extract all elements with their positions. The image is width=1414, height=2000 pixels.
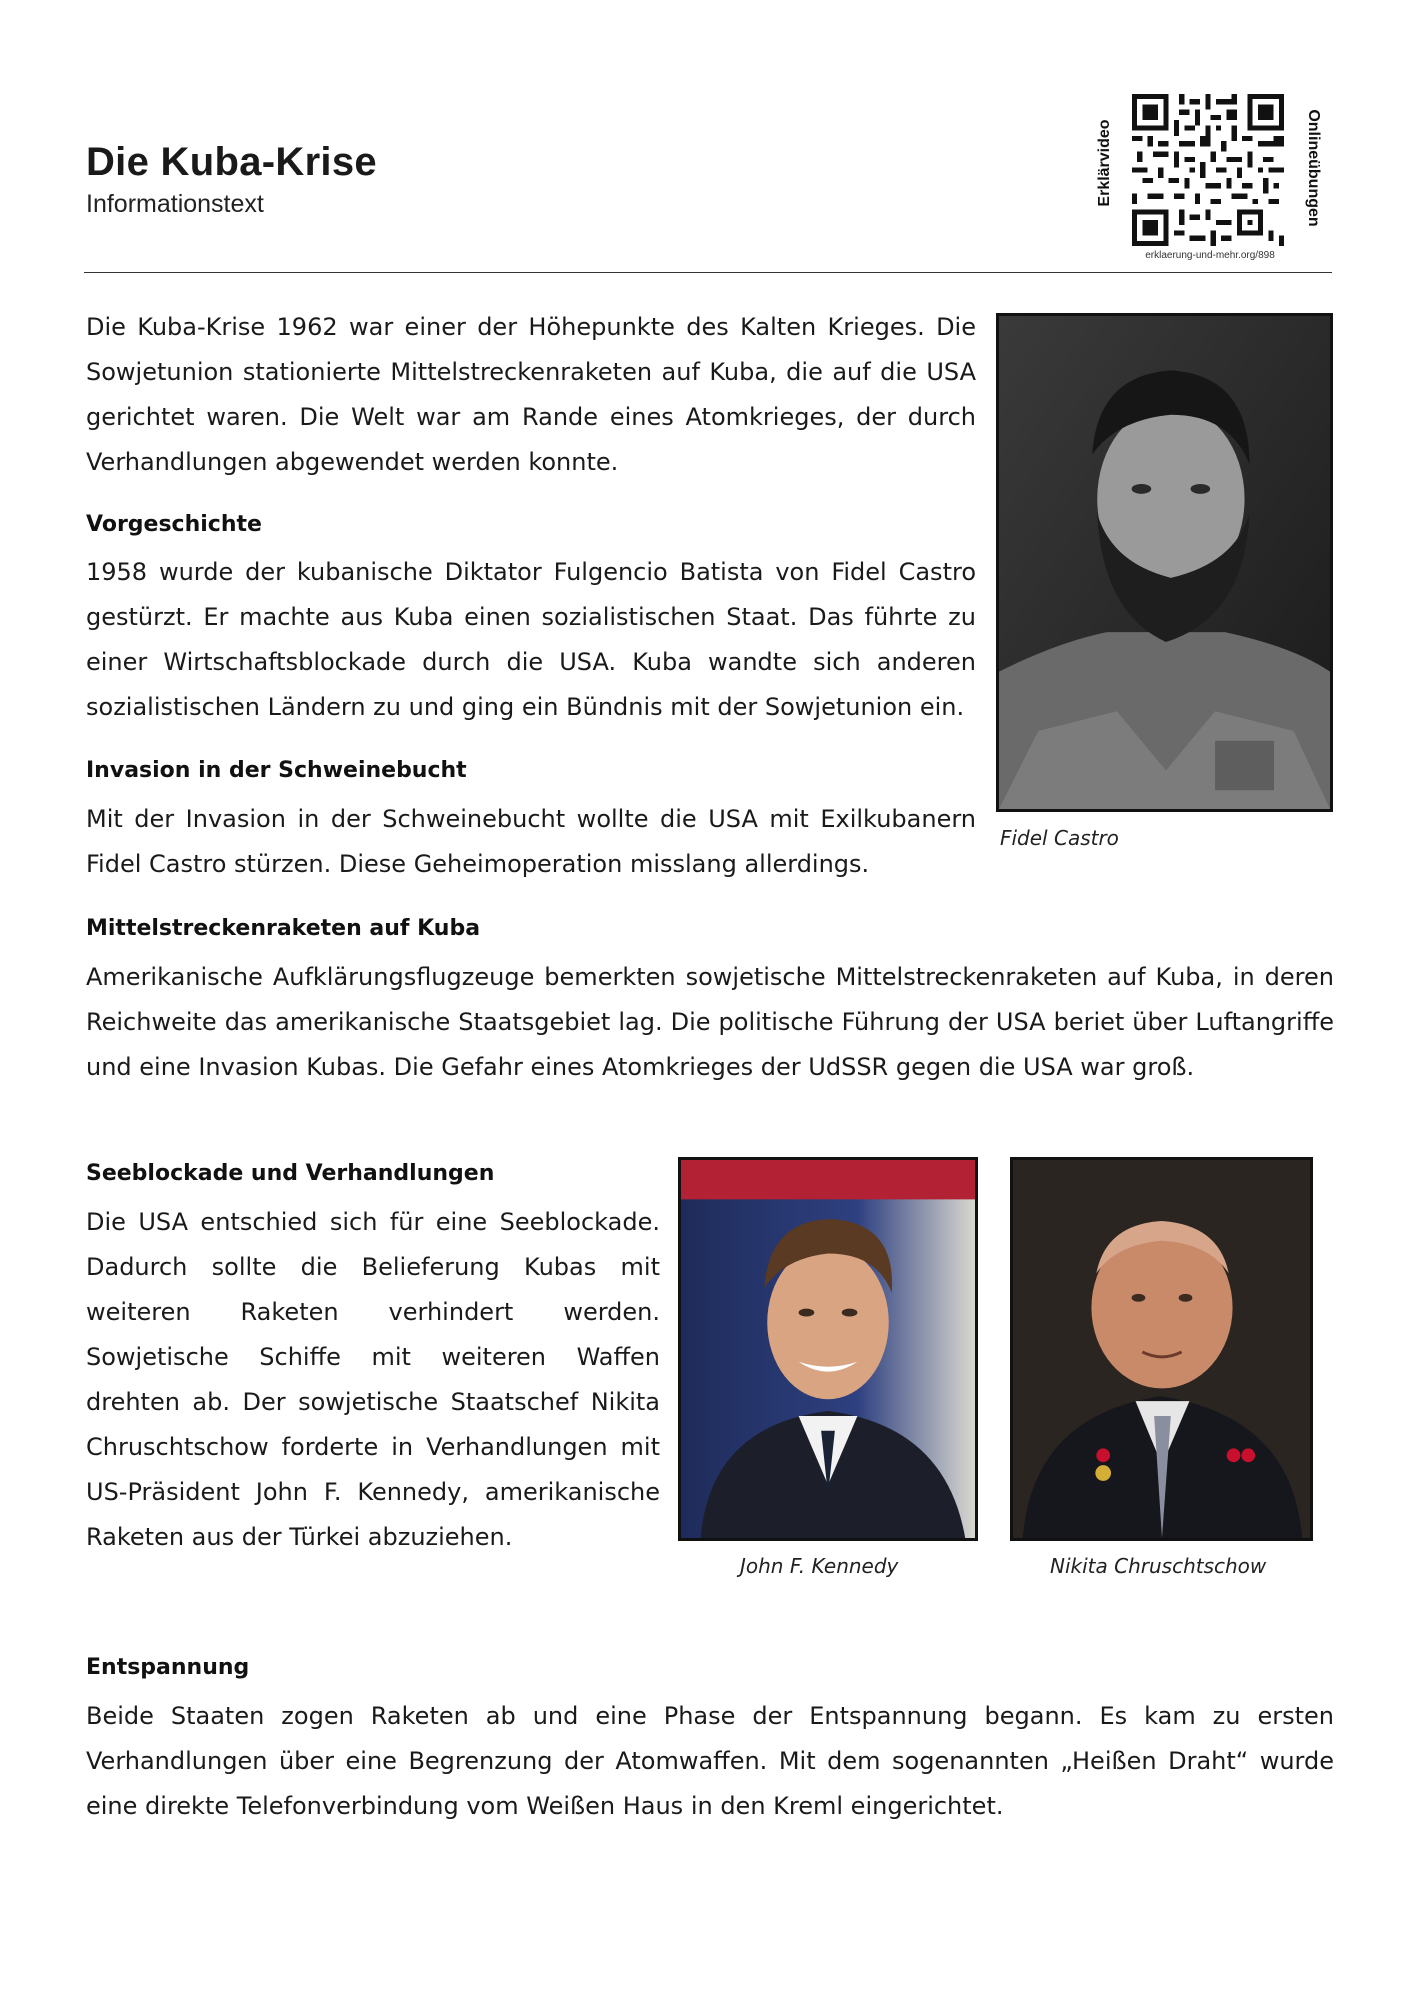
heading-seeblockade: Seeblockade und Verhandlungen [86,1161,495,1186]
qr-code-icon[interactable] [1132,94,1284,246]
qr-label-video-text: Erklärvideo [1096,119,1113,207]
heading-entspannung: Entspannung [86,1655,250,1680]
caption-fidel-castro: Fidel Castro [1000,826,1119,850]
header-divider [84,272,1332,273]
caption-john-f-kennedy: John F. Kennedy [740,1554,899,1578]
qr-url[interactable]: erklaerung-und-mehr.org/898 [1145,250,1275,261]
photo-john-f-kennedy [678,1157,978,1541]
paragraph-invasion: Mit der Invasion in der Schweinebucht wollte die USA mit Exilkubanern Fidel Castro stürzen. Diese Geheimoperation misslang allerdings. [86,805,976,878]
page-subtitle: Informationstext [86,190,264,218]
chruschtschow-portrait-icon [1013,1160,1310,1538]
page-title: Die Kuba-Krise [86,140,377,184]
heading-vorgeschichte: Vorgeschichte [86,512,262,537]
intro-paragraph: Die Kuba-Krise 1962 war einer der Höhepunkte des Kalten Krieges. Die Sowjetunion stationierte Mittelstreckenraketen auf Kuba, die auf die USA gerichtet waren. Die Welt war am Rande eines Atomkrieges, der durch Verhandlungen abgewendet werden konnte. [86,313,976,476]
photo-nikita-chruschtschow [1010,1157,1313,1541]
paragraph-entspannung: Beide Staaten zogen Raketen ab und eine Phase der Entspannung begann. Es kam zu ersten Verhandlungen über eine Begrenzung der Atomwaffen. Mit dem sogenannten „Heißen Draht“ wurde eine direkte Telefonverbindung vom Weißen Haus in den Kreml eingerichtet. [86,1702,1334,1820]
qr-label-exercises-text: Onlineübungen [1305,109,1322,227]
kennedy-portrait-icon [681,1160,975,1538]
qr-label-exercises [1298,88,1328,248]
paragraph-vorgeschichte: 1958 wurde der kubanische Diktator Fulgencio Batista von Fidel Castro gestürzt. Er machte aus Kuba einen sozialistischen Staat. Das führte zu einer Wirtschaftsblockade durch die USA. Kuba wandte sich anderen sozialistischen Ländern zu und ging ein Bündnis mit der Sowjetunion ein. [86,558,976,721]
qr-block [1090,88,1330,268]
heading-raketen: Mittelstreckenraketen auf Kuba [86,916,481,941]
paragraph-seeblockade: Die USA entschied sich für eine Seeblockade. Dadurch sollte die Belieferung Kubas mit weiteren Raketen verhindert werden. Sowjetische Schiffe mit weiteren Waffen drehten ab. Der sowjetische Staatschef Nikita Chruschtschow forderte in Verhandlungen mit US-Präsident John F. Kennedy, amerikanische Raketen aus der Türkei abzuziehen. [86,1208,660,1551]
paragraph-raketen: Amerikanische Aufklärungsflugzeuge bemerkten sowjetische Mittelstreckenraketen auf Kuba, in deren Reichweite das amerikanische Staatsgebiet lag. Die politische Führung der USA beriet über Luftangriffe und eine Invasion Kubas. Die Gefahr eines Atomkrieges der UdSSR gegen die USA war groß. [86,963,1334,1081]
qr-label-video [1090,88,1120,238]
photo-fidel-castro [996,313,1333,812]
heading-invasion: Invasion in der Schweinebucht [86,758,467,783]
castro-portrait-icon [999,316,1330,809]
caption-nikita-chruschtschow: Nikita Chruschtschow [1050,1554,1267,1578]
